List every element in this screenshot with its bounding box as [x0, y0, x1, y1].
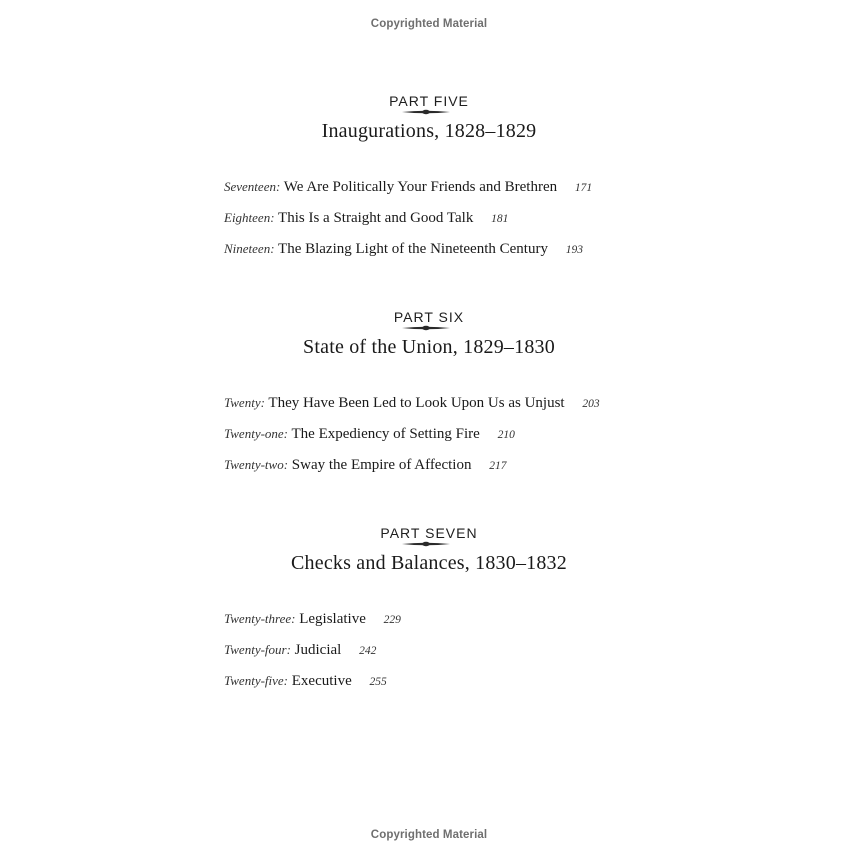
chapter-title: Legislative — [299, 611, 366, 627]
ornament-divider-icon — [401, 541, 451, 547]
toc-entry[interactable] — [224, 457, 506, 474]
page-number: 193 — [565, 244, 583, 256]
page-number: 210 — [497, 429, 515, 441]
toc-entry[interactable] — [224, 642, 376, 659]
toc-entry[interactable] — [224, 611, 401, 628]
page-number: 171 — [574, 182, 593, 194]
chapter-number: Nineteen: — [224, 241, 275, 256]
chapter-title: Sway the Empire of Affection — [291, 457, 472, 473]
chapter-number: Twenty-one: — [224, 426, 289, 441]
toc-entry[interactable] — [224, 426, 515, 443]
ornament-divider-icon — [401, 109, 451, 115]
part-label: PART SEVEN — [380, 525, 478, 541]
chapter-title: Judicial — [294, 642, 342, 658]
toc-entry[interactable] — [224, 673, 387, 690]
chapter-title: Executive — [291, 673, 352, 689]
part-label: PART FIVE — [389, 93, 469, 109]
toc-entry[interactable] — [224, 395, 600, 412]
toc-entry[interactable] — [224, 179, 592, 196]
chapter-number: Eighteen: — [224, 210, 275, 225]
part-label: PART SIX — [393, 309, 465, 325]
page-number: 255 — [369, 676, 387, 688]
copyright-watermark-top: Copyrighted Material — [370, 18, 488, 30]
part-title: Inaugurations, 1828–1829 — [321, 120, 537, 142]
chapter-title: This Is a Straight and Good Talk — [278, 210, 474, 226]
chapter-number: Twenty-two: — [224, 457, 289, 472]
page-number: 203 — [582, 398, 600, 410]
page-number: 229 — [383, 614, 401, 626]
toc-entry[interactable] — [224, 241, 583, 258]
chapter-title: The Expediency of Setting Fire — [291, 426, 480, 442]
part-title: Checks and Balances, 1830–1832 — [291, 552, 567, 574]
chapter-number: Twenty: — [224, 395, 265, 410]
chapter-number: Twenty-five: — [224, 673, 289, 688]
ornament-divider-icon — [401, 325, 451, 331]
copyright-watermark-bottom: Copyrighted Material — [370, 829, 488, 841]
chapter-number: Twenty-three: — [224, 611, 296, 626]
page-number: 242 — [359, 645, 377, 657]
part-title: State of the Union, 1829–1830 — [303, 336, 555, 358]
page-number: 181 — [491, 213, 509, 225]
toc-entry[interactable] — [224, 210, 508, 227]
page-number: 217 — [489, 460, 507, 472]
chapter-number: Seventeen: — [224, 179, 281, 194]
chapter-title: They Have Been Led to Look Upon Us as Unjust — [268, 395, 565, 411]
chapter-number: Twenty-four: — [224, 642, 291, 657]
chapter-title: The Blazing Light of the Nineteenth Century — [278, 241, 548, 257]
chapter-title: We Are Politically Your Friends and Brethren — [283, 179, 558, 195]
